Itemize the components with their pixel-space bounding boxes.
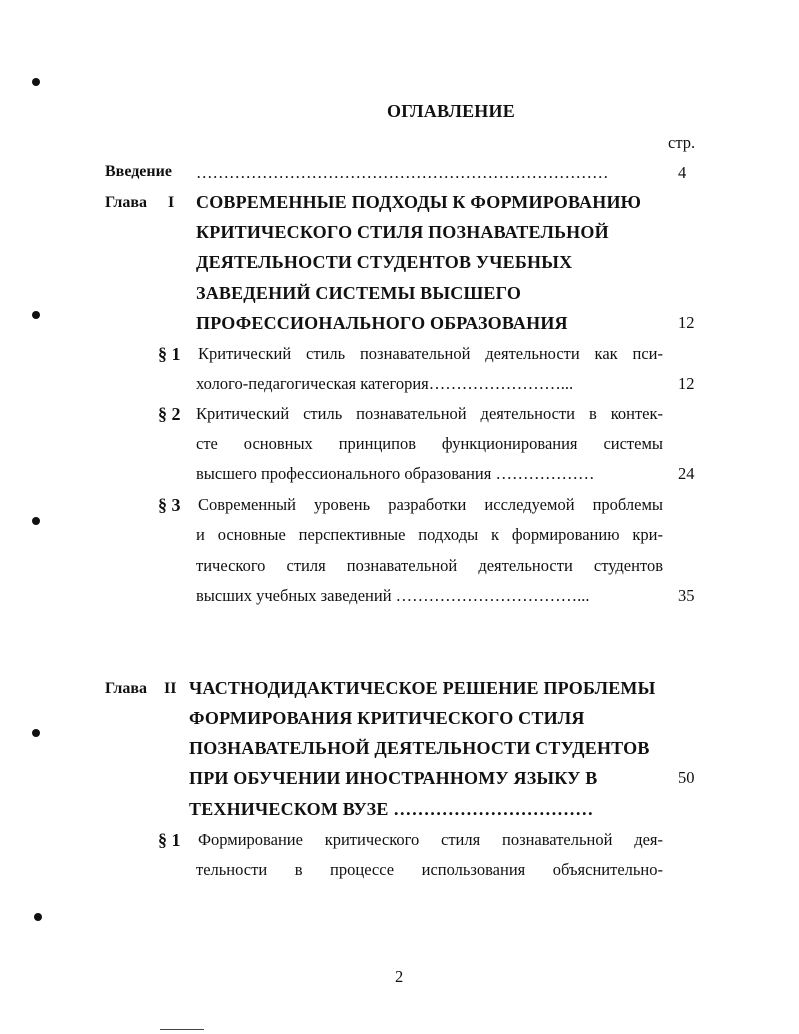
- section-1-1-line: холого-педагогическая категория……………………...: [196, 374, 574, 393]
- chapter-2-title-line: ФОРМИРОВАНИЯ КРИТИЧЕСКОГО СТИЛЯ: [189, 708, 585, 728]
- intro-label: Введение: [105, 163, 172, 180]
- section-1-2-label: § 2: [158, 404, 181, 424]
- section-1-3-line: и основные перспективные подходы к формированию кри-: [196, 525, 663, 544]
- binder-hole-1: [32, 78, 40, 86]
- chapter-2-title-line: ПОЗНАВАТЕЛЬНОЙ ДЕЯТЕЛЬНОСТИ СТУДЕНТОВ: [189, 738, 650, 758]
- section-2-1-label: § 1: [158, 830, 181, 850]
- chapter-2-title-line: ПРИ ОБУЧЕНИИ ИНОСТРАННОМУ ЯЗЫКУ В: [189, 768, 598, 788]
- binder-hole-3: [32, 517, 40, 525]
- chapter-1-number: I: [168, 194, 175, 211]
- section-1-1-line: Критический стиль познавательной деятельности как пси-: [198, 344, 663, 363]
- chapter-2-label: Глава: [105, 680, 147, 697]
- binder-hole-2: [32, 311, 40, 319]
- section-1-3-line: Современный уровень разработки исследуемой проблемы: [198, 495, 663, 514]
- section-1-3-line: высших учебных заведений ……………………………...: [196, 586, 590, 605]
- chapter-1-title-line: КРИТИЧЕСКОГО СТИЛЯ ПОЗНАВАТЕЛЬНОЙ: [196, 222, 609, 242]
- chapter-1-title-line: СОВРЕМЕННЫЕ ПОДХОДЫ К ФОРМИРОВАНИЮ: [196, 192, 642, 212]
- chapter-1-title-line: ДЕЯТЕЛЬНОСТИ СТУДЕНТОВ УЧЕБНЫХ: [196, 252, 573, 272]
- section-2-1-line: Формирование критического стиля познавательной дея-: [198, 830, 663, 849]
- binder-hole-5: [34, 913, 42, 921]
- chapter-1-page: 12: [678, 313, 695, 332]
- section-1-3-page: 35: [678, 586, 695, 605]
- intro-page: 4: [678, 163, 687, 182]
- scan-artifact-line: [160, 1029, 204, 1030]
- section-1-2-line: сте основных принципов функционирования системы: [196, 434, 663, 453]
- section-1-1-page: 12: [678, 374, 695, 393]
- chapter-2-page: 50: [678, 768, 695, 787]
- section-1-1-label: § 1: [158, 344, 181, 364]
- section-1-2-line: высшего профессионального образования ………………: [196, 464, 595, 483]
- chapter-1-label: Глава: [105, 194, 147, 211]
- section-1-3-line: тического стиля познавательной деятельности студентов: [196, 556, 663, 575]
- binder-hole-4: [32, 729, 40, 737]
- page-column-label: стр.: [668, 133, 696, 152]
- section-2-1-line: тельности в процессе использования объяснительно-: [196, 860, 663, 879]
- chapter-2-title-line: ЧАСТНОДИДАКТИЧЕСКОЕ РЕШЕНИЕ ПРОБЛЕМЫ: [189, 678, 656, 698]
- page-number: 2: [395, 967, 404, 986]
- intro-dots: …………………………………………………………………: [196, 163, 609, 182]
- section-1-2-line: Критический стиль познавательной деятельности в контек-: [196, 404, 663, 423]
- section-1-3-label: § 3: [158, 495, 181, 515]
- toc-title: ОГЛАВЛЕНИЕ: [387, 101, 515, 121]
- chapter-1-title-line: ПРОФЕССИОНАЛЬНОГО ОБРАЗОВАНИЯ: [196, 313, 568, 333]
- chapter-1-title-line: ЗАВЕДЕНИЙ СИСТЕМЫ ВЫСШЕГО: [196, 283, 522, 303]
- section-1-2-page: 24: [678, 464, 695, 483]
- chapter-2-title-line: ТЕХНИЧЕСКОМ ВУЗЕ ……………………………: [189, 799, 594, 819]
- chapter-2-number: II: [164, 680, 177, 697]
